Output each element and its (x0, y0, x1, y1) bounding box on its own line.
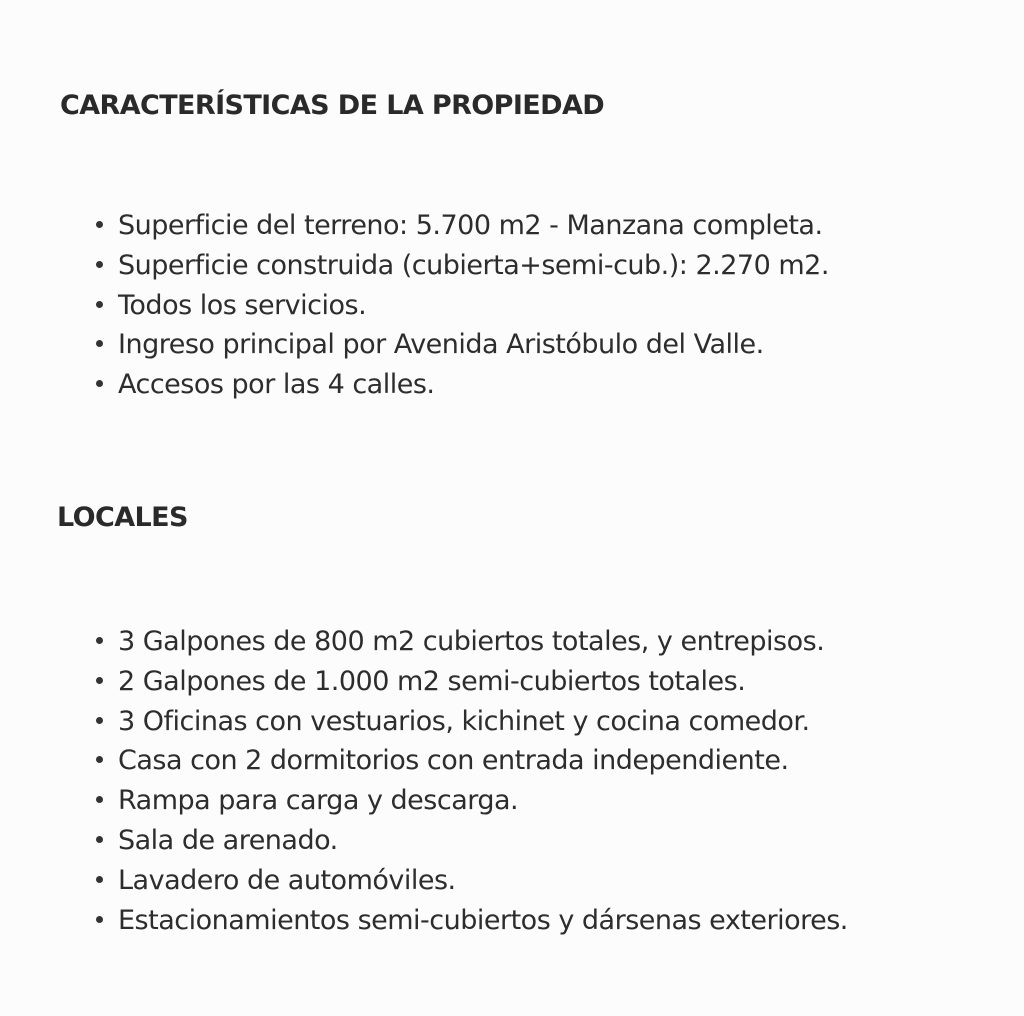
list-item-text: Sala de arenado. (118, 824, 338, 856)
list-item (96, 901, 1024, 941)
bullet-icon (96, 756, 103, 763)
list-item (96, 622, 1024, 662)
bullet-icon (96, 836, 103, 843)
bullet-icon (96, 717, 103, 724)
list-item-text: Casa con 2 dormitorios con entrada independiente. (118, 745, 789, 777)
list-item (96, 821, 1024, 861)
list-item (96, 246, 1024, 286)
list-item (96, 325, 1024, 365)
list-item (96, 365, 1024, 405)
bullet-icon (96, 637, 103, 644)
bullet-icon (96, 221, 103, 228)
list-item-text: Superficie construida (cubierta+semi-cub.): 2.270 m2. (118, 249, 829, 281)
list-item-text: 3 Oficinas con vestuarios, kichinet y cocina comedor. (118, 705, 810, 737)
section-locales (0, 496, 1024, 940)
bullet-icon (96, 261, 103, 268)
bullet-icon (96, 876, 103, 883)
list-item-text: Ingreso principal por Avenida Aristóbulo del Valle. (118, 329, 764, 361)
list-item-text: 2 Galpones de 1.000 m2 semi-cubiertos totales. (118, 665, 746, 697)
list-item-text: Lavadero de automóviles. (118, 864, 456, 896)
locales-list (0, 622, 1024, 940)
bullet-icon (96, 677, 103, 684)
list-item (96, 861, 1024, 901)
section-caracteristicas (0, 84, 1024, 405)
bullet-icon (96, 301, 103, 308)
list-item-text: Todos los servicios. (118, 289, 367, 321)
bullet-icon (96, 916, 103, 923)
list-item (96, 781, 1024, 821)
bullet-icon (96, 340, 103, 347)
list-item (96, 662, 1024, 702)
bullet-icon (96, 796, 103, 803)
list-item (96, 741, 1024, 781)
list-item-text: Accesos por las 4 calles. (118, 369, 435, 401)
list-item-text: Rampa para carga y descarga. (118, 785, 519, 817)
section-heading-locales: LOCALES (57, 502, 188, 533)
list-item (96, 702, 1024, 742)
list-item-text: Superficie del terreno: 5.700 m2 - Manzana completa. (118, 210, 823, 241)
list-item-text: 3 Galpones de 800 m2 cubiertos totales, y entrepisos. (118, 626, 825, 657)
list-item-text: Estacionamientos semi-cubiertos y dársenas exteriores. (118, 904, 848, 936)
caracteristicas-list (0, 206, 1024, 405)
list-item (96, 206, 1024, 246)
section-heading-caracteristicas: CARACTERÍSTICAS DE LA PROPIEDAD (60, 90, 605, 121)
bullet-icon (96, 380, 103, 387)
list-item (96, 286, 1024, 326)
